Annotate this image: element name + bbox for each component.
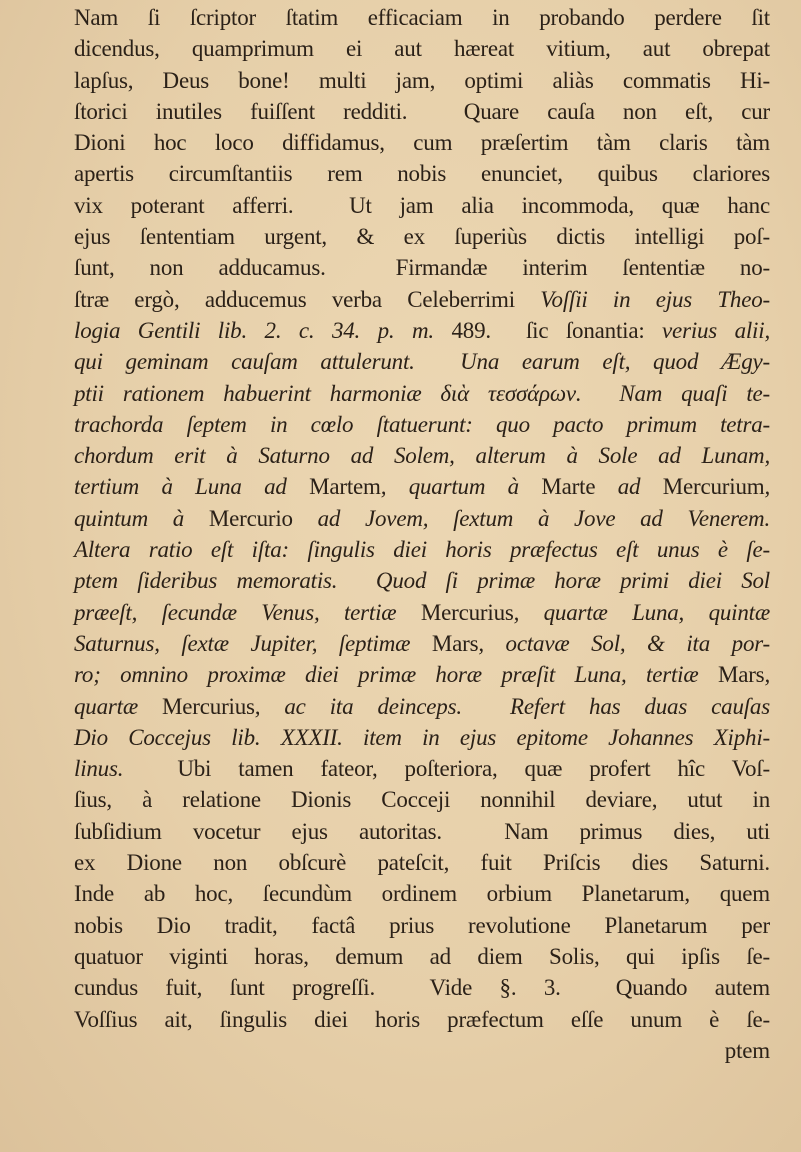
text-line bbox=[74, 847, 770, 878]
text-line bbox=[74, 597, 770, 628]
text-line bbox=[74, 127, 770, 158]
italic-text: ptem ſideribus memoratis. Quod ſi primæ horæ primi diei Sol bbox=[74, 568, 770, 594]
italic-text: qui geminam cauſam attulerunt. Una earum eſt, quod Ægy- bbox=[74, 349, 770, 375]
text-line bbox=[74, 910, 770, 941]
text-line bbox=[74, 440, 770, 471]
text-line bbox=[74, 534, 770, 565]
text-line bbox=[74, 284, 770, 315]
roman-text: nobis Dio tradit, factâ prius revolutione Planetarum per bbox=[74, 912, 770, 938]
text-line bbox=[74, 190, 770, 221]
text-line bbox=[74, 878, 770, 909]
text-line bbox=[74, 972, 770, 1003]
roman-text: Mars bbox=[717, 662, 765, 688]
roman-text: cundus fuit, ſunt progreſſi. Vide §. 3. Quando autem bbox=[74, 975, 770, 1001]
roman-text: ſunt, non adducamus. Firmandæ interim ſententiæ no- bbox=[74, 255, 770, 281]
text-line bbox=[74, 65, 770, 96]
italic-text: , quartæ Luna, quintæ bbox=[513, 599, 770, 625]
text-line bbox=[74, 378, 770, 409]
roman-text: quatuor viginti horas, demum ad diem Solis, qui ipſis ſe- bbox=[74, 943, 770, 969]
text-line bbox=[74, 2, 770, 33]
roman-text: ſtræ ergò, adducemus verba Celeberrimi bbox=[74, 286, 541, 312]
italic-text: Dio Coccejus lib. XXXII. item in ejus epitome Johannes Xiphi- bbox=[74, 724, 770, 750]
text-line bbox=[74, 784, 770, 815]
roman-text: ex Dione non obſcurè pateſcit, fuit Priſcis dies Saturni. bbox=[74, 850, 770, 876]
roman-text: ſius, à relatione Dionis Cocceji nonnihil deviare, utut in bbox=[74, 787, 770, 813]
roman-text: Nam ſi ſcriptor ſtatim efficaciam in probando perdere ſit bbox=[74, 5, 770, 30]
roman-text: Voſſius ait, ſingulis diei horis præfectum eſſe unum è ſe- bbox=[74, 1006, 770, 1032]
italic-text: , bbox=[764, 662, 770, 688]
italic-text: , quartum à bbox=[380, 474, 542, 500]
text-line bbox=[74, 346, 770, 377]
text-line bbox=[74, 722, 770, 753]
roman-text: Mercurio bbox=[208, 505, 293, 531]
roman-text: Marte bbox=[541, 474, 596, 500]
italic-text: quartæ bbox=[74, 693, 163, 719]
roman-text: ejus ſententiam urgent, & ex ſuperiùs dictis intelligi poſ- bbox=[74, 224, 770, 250]
body-text bbox=[74, 2, 770, 1035]
roman-text: ſubſidium vocetur ejus autoritas. Nam primus dies, uti bbox=[74, 818, 770, 844]
italic-text: Altera ratio eſt iſta: ſingulis diei horis præfectus eſt unus è ſe- bbox=[74, 537, 770, 563]
italic-text: verius alii, bbox=[662, 317, 770, 343]
text-line bbox=[74, 691, 770, 722]
roman-text: Dioni hoc loco diffidamus, cum præſertim tàm claris tàm bbox=[74, 130, 770, 156]
text-line bbox=[74, 659, 770, 690]
italic-text: ro; omnino proximæ diei primæ horæ præſit Luna, tertiæ bbox=[74, 662, 718, 688]
italic-text: , ac ita deinceps. Refert has duas cauſas bbox=[254, 693, 770, 719]
text-line bbox=[74, 941, 770, 972]
roman-text: Inde ab hoc, ſecundùm ordinem orbium Planetarum, quem bbox=[74, 881, 770, 907]
italic-text: ptii rationem habuerint harmoniæ διὰ τεσσάρων. Nam quaſi te- bbox=[74, 380, 770, 406]
italic-text: præeſt, ſecundæ Venus, tertiæ bbox=[74, 599, 421, 625]
text-line bbox=[74, 315, 770, 346]
text-line bbox=[74, 471, 770, 502]
italic-text: Voſſii in ejus Theo- bbox=[540, 286, 770, 312]
text-line bbox=[74, 158, 770, 189]
roman-text: vix poterant afferri. Ut jam alia incommoda, quæ hanc bbox=[74, 192, 770, 218]
italic-text: quintum à bbox=[74, 505, 209, 531]
roman-text: lapſus, Deus bone! multi jam, optimi aliàs commatis Hi- bbox=[74, 67, 770, 93]
roman-text: Mars bbox=[431, 630, 479, 656]
text-line bbox=[74, 409, 770, 440]
text-line bbox=[74, 33, 770, 64]
text-line bbox=[74, 96, 770, 127]
roman-text: 489. ſic ſonantia: bbox=[433, 317, 663, 343]
roman-text: Mercurius bbox=[420, 599, 514, 625]
text-line bbox=[74, 816, 770, 847]
text-line bbox=[74, 565, 770, 596]
text-line bbox=[74, 221, 770, 252]
text-line bbox=[74, 503, 770, 534]
italic-text: ad Jovem, ſextum à Jove ad Venerem. bbox=[292, 505, 770, 531]
roman-text: apertis circumſtantiis rem nobis enunciet, quibus clariores bbox=[74, 161, 770, 187]
document-page bbox=[74, 2, 770, 1066]
catchword bbox=[74, 1035, 770, 1066]
text-line bbox=[74, 628, 770, 659]
italic-text: , bbox=[764, 474, 771, 500]
italic-text: Saturnus, ſextæ Jupiter, ſeptimæ bbox=[74, 630, 432, 656]
roman-text: Mercurium bbox=[662, 474, 765, 500]
text-line bbox=[74, 252, 770, 283]
roman-text: Ubi tamen fateor, poſteriora, quæ profert hîc Voſ- bbox=[123, 756, 770, 782]
italic-text: trachorda ſeptem in cœlo ſtatuerunt: quo pacto primum tetra- bbox=[74, 411, 770, 437]
italic-text: linus. bbox=[74, 756, 124, 782]
text-line bbox=[74, 753, 770, 784]
roman-text: dicendus, quamprimum ei aut hæreat vitium, aut obrepat bbox=[74, 36, 770, 62]
italic-text: ad bbox=[595, 474, 663, 500]
roman-text: Martem bbox=[309, 474, 381, 500]
roman-text: ſtorici inutiles fuiſſent redditi. Quare cauſa non eſt, cur bbox=[74, 98, 770, 124]
text-line bbox=[74, 1004, 770, 1035]
roman-text: Mercurius bbox=[162, 693, 255, 719]
italic-text: , octavæ Sol, & ita por- bbox=[478, 630, 770, 656]
italic-text: chordum erit à Saturno ad Solem, alterum à Sole ad Lunam, bbox=[74, 443, 770, 469]
catchword-text: ptem bbox=[724, 1037, 770, 1063]
italic-text: logia Gentili lib. 2. c. 34. p. m. bbox=[74, 317, 434, 343]
italic-text: tertium à Luna ad bbox=[74, 474, 310, 500]
